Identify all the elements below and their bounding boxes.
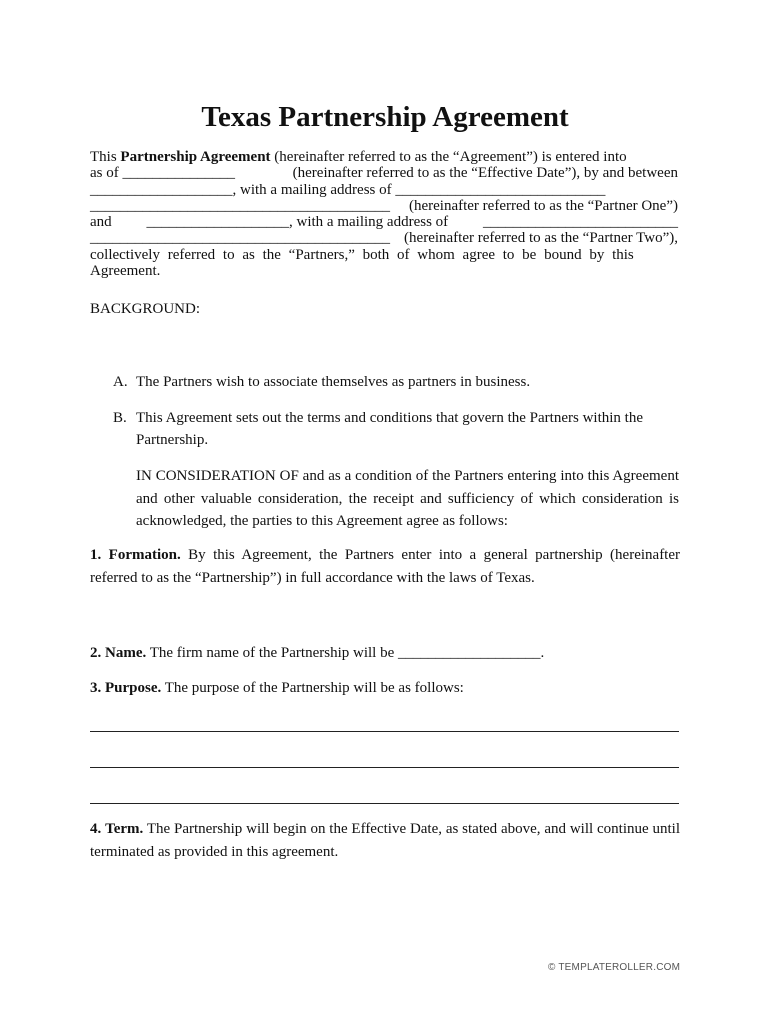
item-marker: B. <box>113 410 127 426</box>
purpose-blank-line-1 <box>90 731 679 732</box>
section-text: The firm name of the Partnership will be ___________________. <box>146 645 545 661</box>
section-heading: Term. <box>105 821 144 837</box>
item-text: This Agreement sets out the terms and conditions that govern the Partners within the Partnership. <box>136 410 643 448</box>
item-marker: A. <box>113 374 128 390</box>
purpose-blank-line-3 <box>90 803 679 804</box>
section-text: The Partnership will begin on the Effective Date, as stated above, and will continue until terminated as provided in this agreement. <box>90 821 680 860</box>
purpose-blank-line-2 <box>90 767 679 768</box>
section-number: 3. <box>90 680 102 696</box>
item-text: The Partners wish to associate themselves as partners in business. <box>136 374 531 390</box>
consideration-paragraph: IN CONSIDERATION OF and as a condition of the Partners entering into this Agreement and other valuable consideration, the receipt and sufficiency of which consideration is acknowledged, the parties to this Agreement agree as follows: <box>136 468 679 529</box>
section-heading: Formation. <box>108 547 181 563</box>
section-number: 4. <box>90 821 102 837</box>
background-item-a <box>113 371 679 393</box>
section-text: The purpose of the Partnership will be as follows: <box>161 680 464 696</box>
intro-line-8: Agreement. <box>90 263 161 280</box>
intro-line-2: as of _______________ (hereinafter referred to as the “Effective Date”), by and between <box>90 165 678 182</box>
agreement-term: Partnership Agreement <box>120 149 271 165</box>
section-heading: Purpose. <box>105 680 162 696</box>
section-heading: Name. <box>105 645 147 661</box>
section-formation <box>90 544 680 590</box>
intro-line-4: ________________________________________ (hereinafter referred to as the “Partner One”) <box>90 197 678 214</box>
intro-line-7: collectively referred to as the “Partners,” both of whom agree to be bound by this <box>90 246 634 263</box>
intro-line-6: ________________________________________ (hereinafter referred to as the “Partner Two”), <box>90 230 678 247</box>
background-heading: BACKGROUND: <box>90 301 201 317</box>
section-term <box>90 818 680 864</box>
section-number: 2. <box>90 645 102 661</box>
section-number: 1. <box>90 547 102 563</box>
intro-line-3: ___________________, with a mailing address of ____________________________ <box>90 181 606 198</box>
document-title: Texas Partnership Agreement <box>201 101 569 133</box>
section-name <box>90 642 680 665</box>
intro-line-1: This Partnership Agreement (hereinafter referred to as the “Agreement”) is entered into <box>90 149 627 165</box>
section-purpose <box>90 677 680 700</box>
background-item-b <box>113 407 679 451</box>
intro-line-5: and ___________________, with a mailing address of __________________________ <box>90 214 678 231</box>
footer-watermark: © TEMPLATEROLLER.COM <box>548 962 681 973</box>
section-text: By this Agreement, the Partners enter into a general partnership (hereinafter referred to as the “Partnership”) in full accordance with the laws of Texas. <box>90 547 681 586</box>
intro-paragraph <box>90 149 678 279</box>
